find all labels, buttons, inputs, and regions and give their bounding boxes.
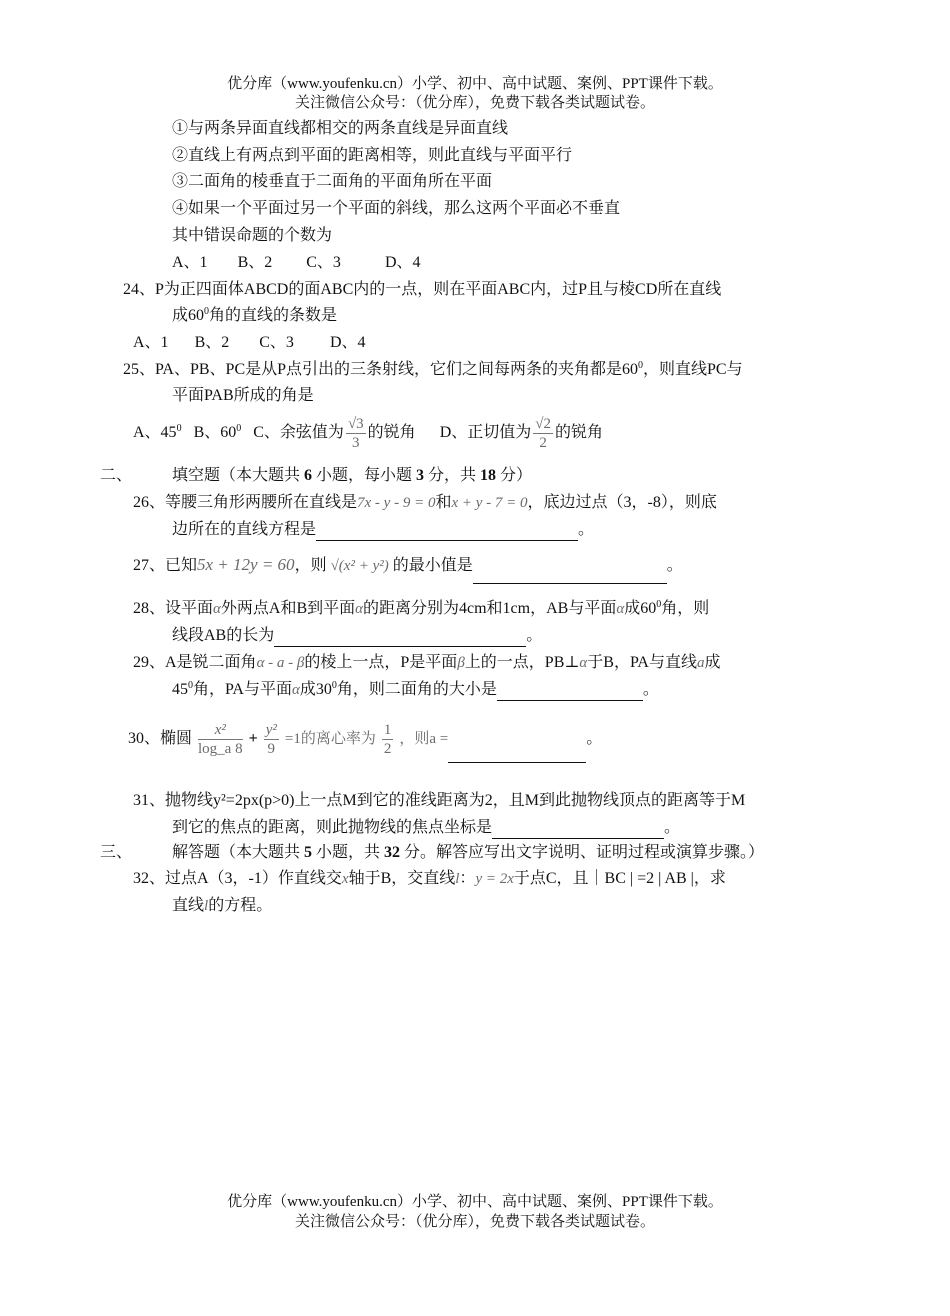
fraction: $\frac{√2}{2}$ — [535, 415, 551, 451]
section-2-number: 二、 — [100, 467, 133, 484]
q24-options — [133, 333, 366, 353]
q31-line-2: 到它的焦点的距离，则此抛物线的焦点坐标是 。 — [172, 818, 680, 839]
option-a: A、1 — [172, 254, 208, 271]
q32-line-2: 直线l的方程。 — [172, 897, 273, 914]
answer-blank[interactable] — [473, 549, 667, 584]
q28-line-1: 28、设平面α外两点A和B到平面α的距离分别为4cm和1cm，AB与平面α成$60^0$角，则 — [133, 599, 710, 617]
q24-line-1: 24、P为正四面体ABCD的面ABC内的一点，则在平面ABC内，过P且与棱CD所在直线 — [123, 281, 722, 298]
fraction: $\frac{√3}{3}$ — [347, 415, 364, 451]
answer-blank[interactable] — [497, 680, 643, 701]
q25-options — [133, 413, 603, 453]
option-b: B、2 — [194, 334, 230, 351]
q26-line-1: 26、等腰三角形两腰所在直线是7x - y - 9 = 0和x + y - 7 = 0，底边过点（3，-8），则底 — [133, 494, 717, 511]
section-3-title: 解答题（本大题共 5 小题，共 32 分。解答应写出文字说明、证明过程或演算步骤。） — [172, 844, 765, 861]
q27-line: 27、已知5x + 12y = 60，则 √(x² + y²) 的最小值是 。 — [133, 548, 683, 584]
q23-options — [172, 253, 421, 273]
fraction: $\frac{\text{x²}}{\log\_a 8}$ — [198, 721, 243, 757]
option-d: D、4 — [329, 334, 366, 351]
answer-blank[interactable] — [316, 520, 578, 541]
option-d: D、正切值为 $\frac{√2}{2}$ 的锐角 — [439, 415, 603, 451]
option-b: B、$60^0$ — [193, 423, 242, 441]
option-b: B、2 — [237, 254, 273, 271]
section-2-title: 填空题（本大题共 6 小题，每小题 3 分，共 18 分） — [172, 467, 533, 484]
answer-blank[interactable] — [492, 818, 664, 839]
q31-line-1: 31、抛物线y²=2px(p>0)上一点M到它的准线距离为2，且M到此抛物线顶点的距离等于M — [133, 792, 746, 809]
q23-statement-1: ①与两条异面直线都相交的两条直线是异面直线 — [172, 120, 509, 137]
fraction: $\frac{1}{2}$ — [383, 721, 392, 757]
q32-line-1: 32、过点A（3，-1）作直线交x轴于B，交直线l：y = 2x于点C，且｜BC | =2 | AB |，求 — [133, 870, 726, 887]
q23-statement-3: ③二面角的棱垂直于二面角的平面角所在平面 — [172, 173, 493, 190]
sqrt-expression: √(x² + y²) — [330, 558, 389, 574]
option-a: A、$45^0$ — [133, 423, 182, 441]
option-a: A、1 — [133, 334, 169, 351]
q23-question: 其中错误命题的个数为 — [172, 227, 333, 244]
section-3-number: 三、 — [100, 844, 133, 861]
answer-blank[interactable] — [448, 716, 586, 763]
q28-line-2: 线段AB的长为 。 — [172, 626, 542, 647]
q23-statement-2: ②直线上有两点到平面的距离相等，则此直线与平面平行 — [172, 147, 573, 164]
header-line-1: 优分库（www.youfenku.cn）小学、初中、高中试题、案例、PPT课件下载。 — [227, 76, 723, 92]
option-c: C、余弦值为 $\frac{√3}{3}$ 的锐角 — [253, 415, 416, 451]
option-c: C、3 — [306, 254, 341, 271]
answer-blank[interactable] — [274, 626, 526, 647]
q29-line-1: 29、A是锐二面角α - a - β的棱上一点，P是平面β上的一点，PB⊥α于B，PA与直线a成 — [133, 654, 721, 671]
q23-statement-4: ④如果一个平面过另一个平面的斜线，那么这两个平面必不垂直 — [172, 200, 621, 217]
option-d: D、4 — [384, 254, 421, 271]
q29-line-2: $45^0$角，PA与平面α成$30^0$角，则二面角的大小是 。 — [172, 680, 659, 701]
q26-line-2: 边所在的直线方程是 。 — [172, 520, 594, 541]
q25-line-2: 平面PAB所成的角是 — [172, 387, 314, 404]
footer-line-1: 优分库（www.youfenku.cn）小学、初中、高中试题、案例、PPT课件下载。 — [227, 1194, 723, 1210]
fraction: $\frac{\text{y²}}{9}$ — [265, 721, 277, 757]
header-line-2: 关注微信公众号：（优分库），免费下载各类试题试卷。 — [294, 95, 655, 111]
q25-line-1: 25、PA、PB、PC是从P点引出的三条射线，它们之间每两条的夹角都是$60^0$，则直线PC与 — [123, 360, 743, 378]
option-c: C、3 — [259, 334, 294, 351]
q30-line: 30、椭圆 $\frac{\text{x²}}{\log\_a 8}$ + $\frac{\text{y²}}{9}$ =1的离心率为 $\frac{1}{2}$ ，则a = 。 — [128, 716, 602, 777]
q24-line-2: 成$60^0$角的直线的条数是 — [172, 306, 338, 324]
footer-line-2: 关注微信公众号：（优分库），免费下载各类试题试卷。 — [294, 1214, 655, 1230]
